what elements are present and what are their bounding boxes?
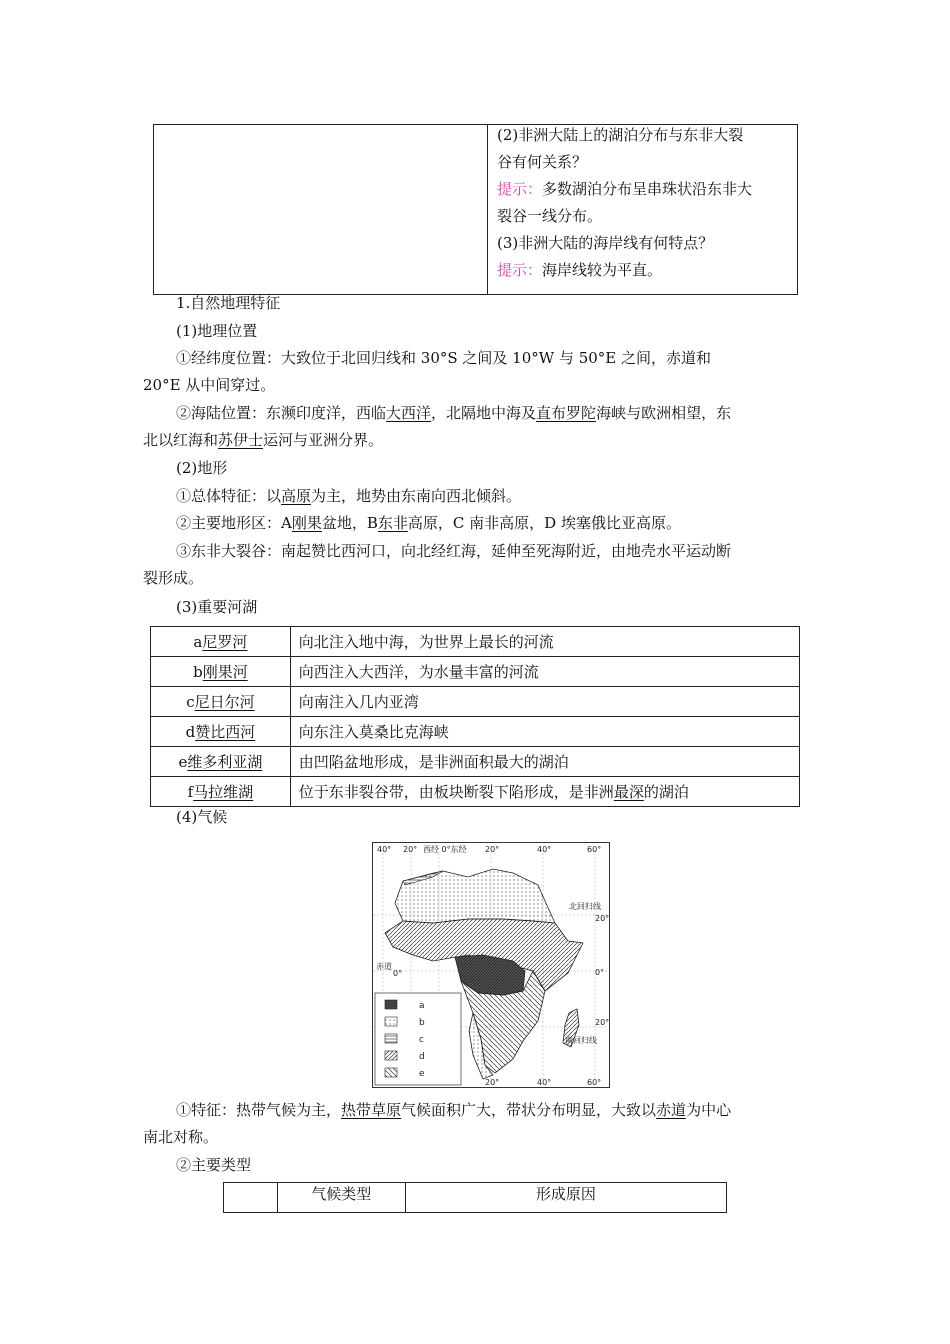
map-left-label: 0° xyxy=(393,969,403,978)
map-top-label: 40° xyxy=(377,845,392,854)
answer-2-cont: 裂谷一线分布。 xyxy=(497,207,603,225)
map-top-label: 60° xyxy=(587,845,602,854)
sea-land-para: ②海陆位置：东濒印度洋，西临大西洋，北隔地中海及直布罗陀海峡与欧洲相望，东 xyxy=(176,404,732,422)
column-header-cause: 形成原因 xyxy=(405,1183,726,1213)
table-header-row xyxy=(224,1183,727,1213)
table-row: c尼日尔河 向南注入几内亚湾 xyxy=(151,687,800,717)
terrain-overall: ①总体特征：以高原为主，地势由东南向西北倾斜。 xyxy=(176,487,522,505)
map-bottom-label: 20° xyxy=(485,1078,500,1087)
climate-types-heading: ②主要类型 xyxy=(176,1156,252,1174)
legend-label: c xyxy=(419,1035,424,1045)
map-top-label: 西经 0°东经 xyxy=(423,845,467,854)
hint-label: 提示： xyxy=(497,180,543,198)
subsection-terrain: (2)地形 xyxy=(176,459,228,477)
answer-3: 提示：海岸线较为平直。 xyxy=(497,261,663,279)
climate-feature-cont: 南北对称。 xyxy=(143,1128,219,1146)
map-svg xyxy=(373,843,609,1087)
table-row: a尼罗河 向北注入地中海，为世界上最长的河流 xyxy=(151,627,800,657)
rift-valley: ③东非大裂谷：南起赞比西河口，向北经红海，延伸至死海附近，由地壳水平运动断 xyxy=(176,542,732,560)
sea-land-para-cont: 北以红海和苏伊士运河与亚洲分界。 xyxy=(143,431,384,449)
lat-long-para: ①经纬度位置：大致位于北回归线和 30°S 之间及 10°W 与 50°E 之间，赤道和 xyxy=(176,349,712,367)
table-row: e维多利亚湖 由凹陷盆地形成，是非洲面积最大的湖泊 xyxy=(151,747,800,777)
africa-climate-map xyxy=(372,842,610,1088)
map-top-label: 40° xyxy=(537,845,552,854)
subsection-location: (1)地理位置 xyxy=(176,322,258,340)
answer-2: 提示：多数湖泊分布呈串珠状沿东非大 xyxy=(497,180,753,198)
map-bottom-label: 40° xyxy=(537,1078,552,1087)
map-top-label: 20° xyxy=(485,845,500,854)
table-row: d赞比西河 向东注入莫桑比克海峡 xyxy=(151,717,800,747)
section-title: 1.自然地理特征 xyxy=(176,294,281,312)
column-header-climate-type: 气候类型 xyxy=(277,1183,405,1213)
rivers-table xyxy=(150,626,800,807)
rift-valley-cont: 裂形成。 xyxy=(143,569,204,587)
map-right-label: 20° xyxy=(595,914,609,923)
subsection-rivers: (3)重要河湖 xyxy=(176,598,258,616)
question-3: (3)非洲大陆的海岸线有何特点？ xyxy=(497,234,714,252)
tropic-of-capricorn-label: 南回归线 xyxy=(565,1036,597,1045)
map-right-label: 0° xyxy=(595,968,605,977)
top-box-divider xyxy=(487,124,488,294)
legend-label: d xyxy=(419,1052,425,1062)
subsection-climate: (4)气候 xyxy=(176,808,228,826)
table-row: b刚果河 向西注入大西洋，为水量丰富的河流 xyxy=(151,657,800,687)
map-bottom-label: 60° xyxy=(587,1078,602,1087)
climate-feature: ①特征：热带气候为主，热带草原气候面积广大，带状分布明显，大致以赤道为中心 xyxy=(176,1101,732,1119)
map-right-label: 20° xyxy=(595,1018,609,1027)
question-2-cont: 谷有何关系？ xyxy=(497,153,588,171)
lat-long-para-cont: 20°E 从中间穿过。 xyxy=(143,376,276,394)
equator-label: 赤道 xyxy=(376,962,392,971)
legend-label: e xyxy=(419,1069,425,1079)
legend-label: b xyxy=(419,1018,425,1028)
tropic-of-cancer-label: 北回归线 xyxy=(569,902,601,911)
climate-types-table xyxy=(223,1182,727,1213)
top-box xyxy=(153,124,798,295)
hint-label: 提示： xyxy=(497,261,543,279)
question-2: (2)非洲大陆上的湖泊分布与东非大裂 xyxy=(497,126,744,144)
terrain-regions: ②主要地形区：A刚果盆地，B东非高原，C 南非高原，D 埃塞俄比亚高原。 xyxy=(176,514,681,532)
table-row: f马拉维湖 位于东非裂谷带，由板块断裂下陷形成，是非洲最深的湖泊 xyxy=(151,777,800,807)
map-top-label: 20° xyxy=(403,845,418,854)
legend-label: a xyxy=(419,1001,425,1011)
